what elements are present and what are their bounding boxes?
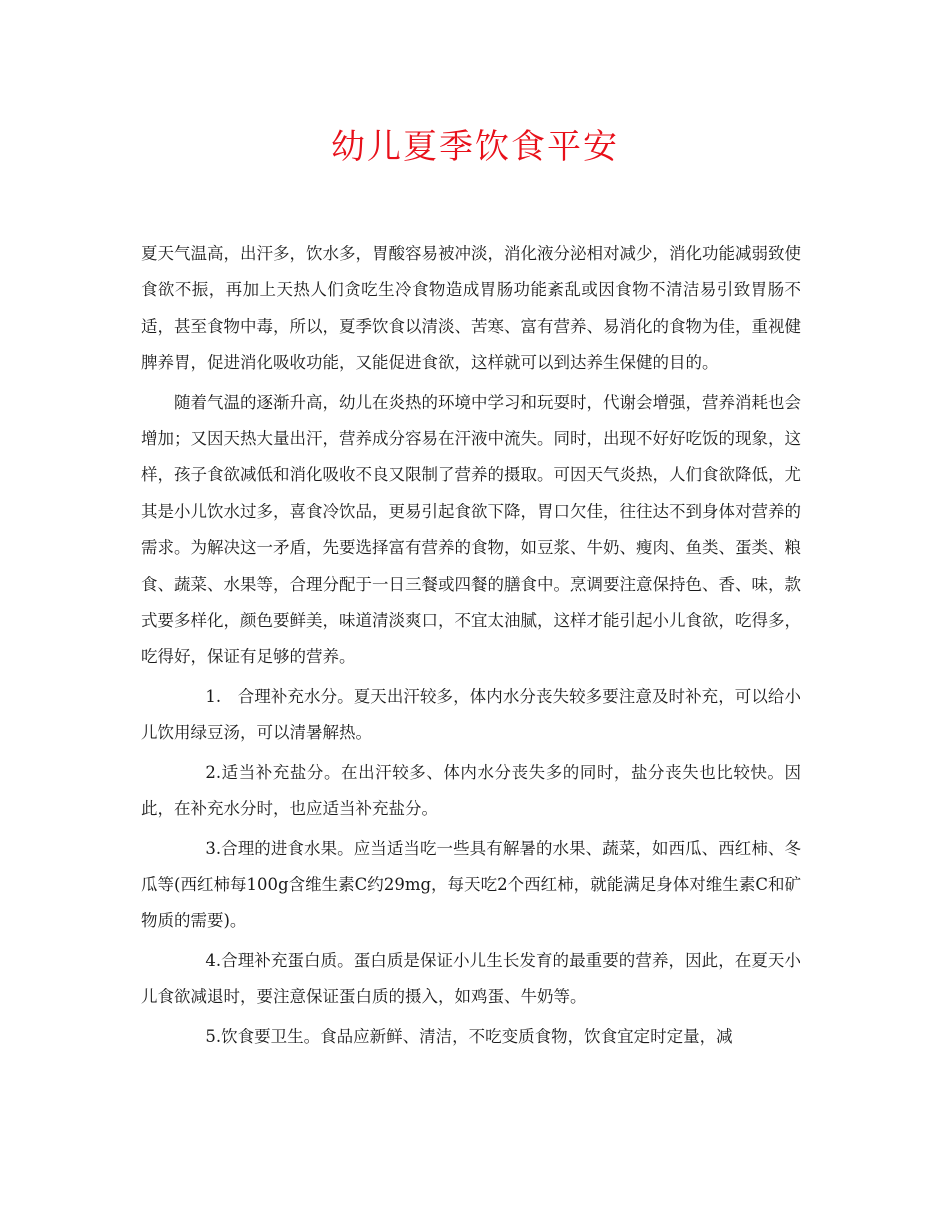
list-item-fruit: 3.合理的进食水果。应当适当吃一些具有解暑的水果、蔬菜，如西瓜、西红柿、冬瓜等(西红柿每100g含维生素C约29mg，每天吃2个西红柿，就能满足身体对维生素C和矿物质的需要)。 [141,838,801,931]
paragraph-nutrition: 随着气温的逐渐升高，幼儿在炎热的环境中学习和玩耍时，代谢会增强，营养消耗也会增加；又因天热大量出汗，营养成分容易在汗液中流失。同时，出现不好好吃饭的现象，这样，孩子食欲减低和消化吸收不良又限制了营养的摄取。可因天气炎热，人们食欲降低，尤其是小儿饮水过多，喜食冷饮品，更易引起食欲下降，胃口欠佳，往往达不到身体对营养的需求。为解决这一矛盾，先要选择富有营养的食物，如豆浆、牛奶、瘦肉、鱼类、蛋类、粮食、蔬菜、水果等，合理分配于一日三餐或四餐的膳食中。烹调要注意保持色、香、味，款式要多样化，颜色要鲜美，味道清淡爽口，不宜太油腻，这样才能引起小儿食欲，吃得多，吃得好，保证有足够的营养。 [141,392,801,667]
list-item-hygiene: 5.饮食要卫生。食品应新鲜、清洁，不吃变质食物，饮食宜定时定量，减 [205,1026,733,1046]
document-title: 幼儿夏季饮食平安 [331,127,619,167]
document-body [141,236,801,1058]
list-item-water: 1. 合理补充水分。夏天出汗较多，体内水分丧失较多要注意及时补充，可以给小儿饮用绿豆汤，可以清暑解热。 [141,686,801,743]
paragraph-intro: 夏天气温高，出汗多，饮水多，胃酸容易被冲淡，消化液分泌相对减少，消化功能减弱致使食欲不振，再加上天热人们贪吃生冷食物造成胃肠功能紊乱或因食物不清洁易引致胃肠不适，甚至食物中毒，所以，夏季饮食以清淡、苦寒、富有营养、易消化的食物为佳，重视健脾养胃，促进消化吸收功能，又能促进食欲，这样就可以到达养生保健的目的。 [141,244,801,373]
list-item-protein: 4.合理补充蛋白质。蛋白质是保证小儿生长发育的最重要的营养，因此，在夏天小儿食欲减退时，要注意保证蛋白质的摄入，如鸡蛋、牛奶等。 [141,950,801,1007]
list-item-salt: 2.适当补充盐分。在出汗较多、体内水分丧失多的同时，盐分丧失也比较快。因此，在补充水分时，也应适当补充盐分。 [141,762,801,819]
